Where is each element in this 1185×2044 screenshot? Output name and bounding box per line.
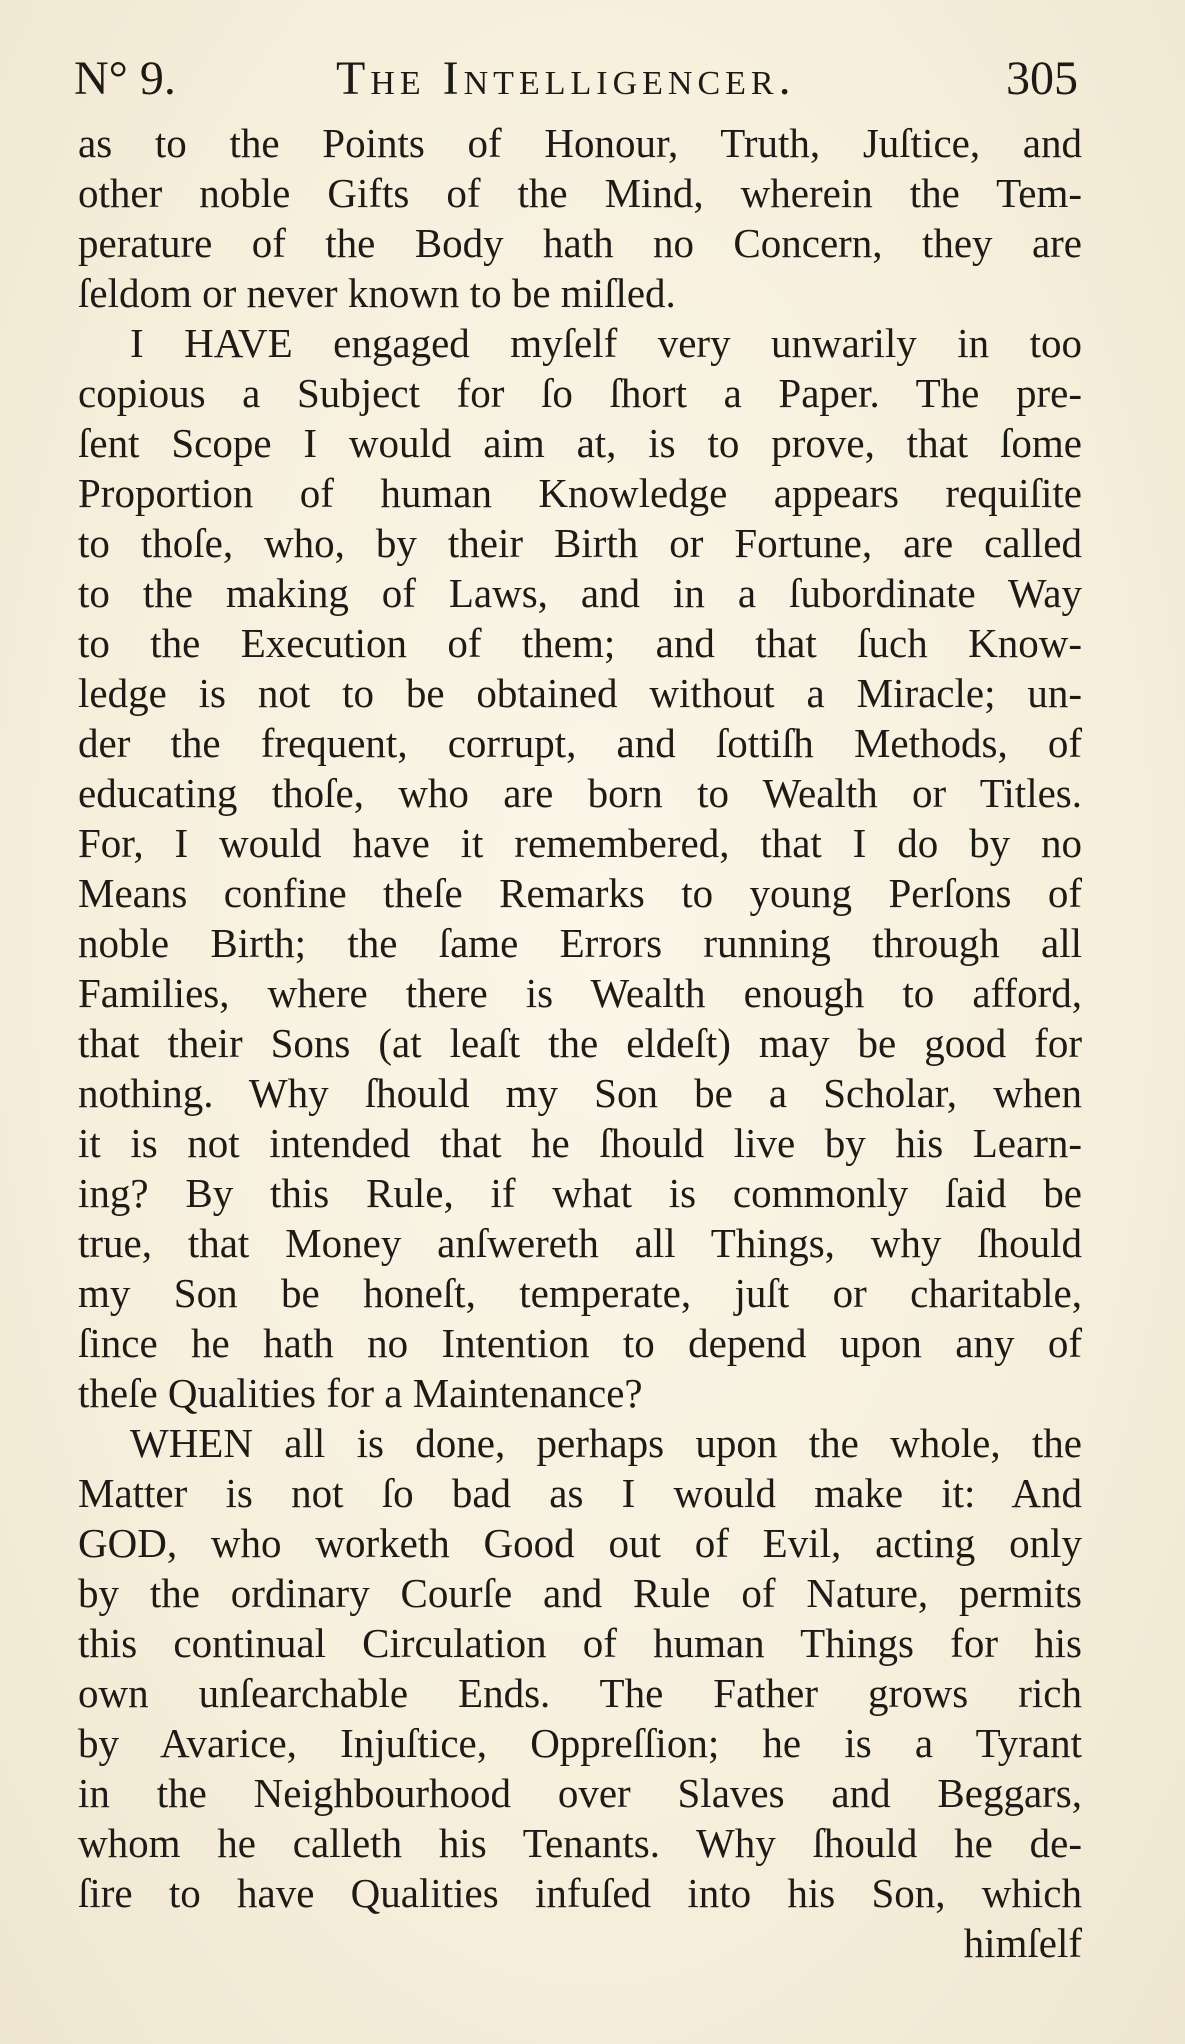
paragraph-start-line: I HAVE engaged myſelf very unwarily in too [130,320,1082,366]
text-line: ſire to have Qualities infuſed into his Son, which [78,1870,1082,1916]
text-line: it is not intended that he ſhould live by his Learn- [78,1120,1082,1166]
text-line: nothing. Why ſhould my Son be a Scholar, when [78,1070,1082,1116]
text-line: to thoſe, who, by their Birth or Fortune, are called [78,520,1082,566]
text-line: my Son be honeſt, temperate, juſt or charitable, [78,1270,1082,1316]
text-line: Means confine theſe Remarks to young Perſons of [78,870,1082,916]
paragraph-start-line: WHEN all is done, perhaps upon the whole, the [130,1420,1082,1466]
body-text [78,118,1082,1968]
text-line: whom he calleth his Tenants. Why ſhould he de- [78,1820,1082,1866]
catchword: himſelf [963,1920,1082,1966]
text-line: noble Birth; the ſame Errors running through all [78,920,1082,966]
running-head [74,44,1078,114]
text-line: to the Execution of them; and that ſuch Know- [78,620,1082,666]
text-line: other noble Gifts of the Mind, wherein the Tem- [78,170,1082,216]
text-line: der the frequent, corrupt, and ſottiſh Methods, of [78,720,1082,766]
text-line: by the ordinary Courſe and Rule of Nature, permits [78,1570,1082,1616]
text-line: ledge is not to be obtained without a Miracle; un- [78,670,1082,716]
text-line: true, that Money anſwereth all Things, why ſhould [78,1220,1082,1266]
text-line: Proportion of human Knowledge appears requiſite [78,470,1082,516]
page-number: 305 [1006,52,1078,105]
text-line: educating thoſe, who are born to Wealth or Titles. [78,770,1082,816]
text-line: theſe Qualities for a Maintenance? [78,1370,643,1416]
text-line: this continual Circulation of human Things for his [78,1620,1082,1666]
text-line: copious a Subject for ſo ſhort a Paper. The pre- [78,370,1082,416]
text-line: as to the Points of Honour, Truth, Juſtice, and [78,120,1082,166]
text-line: ſent Scope I would aim at, is to prove, that ſome [78,420,1082,466]
issue-number: N° 9. [74,52,176,105]
text-line: GOD, who worketh Good out of Evil, acting only [78,1520,1082,1566]
text-line: in the Neighbourhood over Slaves and Beggars, [78,1770,1082,1816]
text-line: Matter is not ſo bad as I would make it: And [78,1470,1082,1516]
text-line: ſince he hath no Intention to depend upon any of [78,1320,1082,1366]
text-line: ing? By this Rule, if what is commonly ſaid be [78,1170,1082,1216]
text-line: that their Sons (at leaſt the eldeſt) may be good for [78,1020,1082,1066]
text-line: ſeldom or never known to be miſled. [78,270,676,316]
text-line: by Avarice, Injuſtice, Oppreſſion; he is a Tyrant [78,1720,1082,1766]
text-line: to the making of Laws, and in a ſubordinate Way [78,570,1082,616]
text-line: perature of the Body hath no Concern, they are [78,220,1082,266]
text-line: own unſearchable Ends. The Father grows rich [78,1670,1082,1716]
text-line: Families, where there is Wealth enough to afford, [78,970,1082,1016]
running-title: The Intelligencer. [336,52,796,105]
text-line: For, I would have it remembered, that I do by no [78,820,1082,866]
